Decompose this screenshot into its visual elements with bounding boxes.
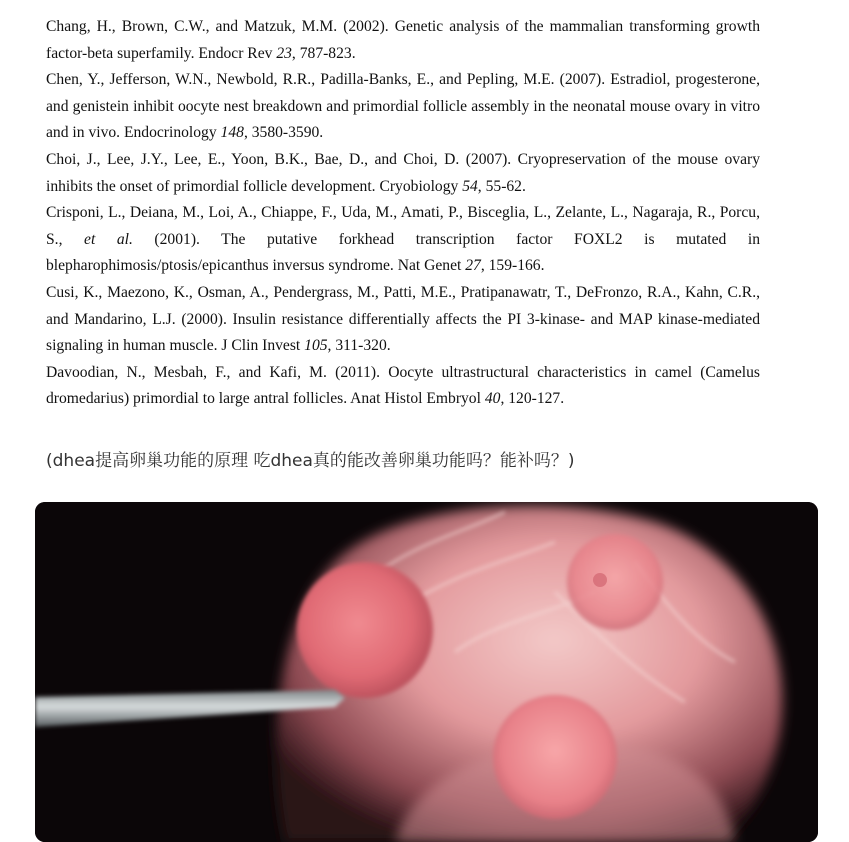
reference-chen-2007: Chen, Y., Jefferson, W.N., Newbold, R.R., Padilla-Banks, E., and Pepling, M.E. (2007). Estradiol, progesterone, and genistein inhibit oocyte nest breakdown and primordial follicle assembly in the neonatal mouse ovary in vitro and in vivo. Endocrinology 148, 3580-3590. [46, 71, 760, 142]
reference-chang-2002: Chang, H., Brown, C.W., and Matzuk, M.M. (2002). Genetic analysis of the mammalian transforming growth factor-beta superfamily. Endocr Rev 23, 787-823. [46, 18, 760, 62]
reference-list [46, 14, 760, 413]
reference-davoodian-2011: Davoodian, N., Mesbah, F., and Kafi, M. (2011). Oocyte ultrastructural characteristics in camel (Camelus dromedarius) primordial to large antral follicles. Anat Histol Embryol 40, 120-127. [46, 363, 760, 408]
reference-crisponi-2001: Crisponi, L., Deiana, M., Loi, A., Chiappe, F., Uda, M., Amati, P., Bisceglia, L., Zelante, L., Nagaraja, R., Porcu, S., et al. (2001). The putative forkhead transcription factor FOXL2 is mutated in blepharophimosis/ptosis/epicanthus inversus syndrome. Nat Genet 27, 159-166. [46, 204, 760, 275]
ovary-microscopy-image [35, 502, 818, 842]
caption-text: (dhea提高卵巢功能的原理 吃dhea真的能改善卵巢功能吗？能补吗？) [46, 451, 575, 471]
reference-cusi-2000: Cusi, K., Maezono, K., Osman, A., Pendergrass, M., Patti, M.E., Pratipanawatr, T., DeFronzo, R.A., Kahn, C.R., and Mandarino, L.J. (2000). Insulin resistance differentially affects the PI 3-kinase- and MAP kinase-mediated signaling in human muscle. J Clin Invest 105, 311-320. [46, 283, 760, 355]
reference-choi-2007: Choi, J., Lee, J.Y., Lee, E., Yoon, B.K., Bae, D., and Choi, D. (2007). Cryopreservation of the mouse ovary inhibits the onset of primordial follicle development. Cryobiology 54, 55-62. [46, 150, 760, 195]
